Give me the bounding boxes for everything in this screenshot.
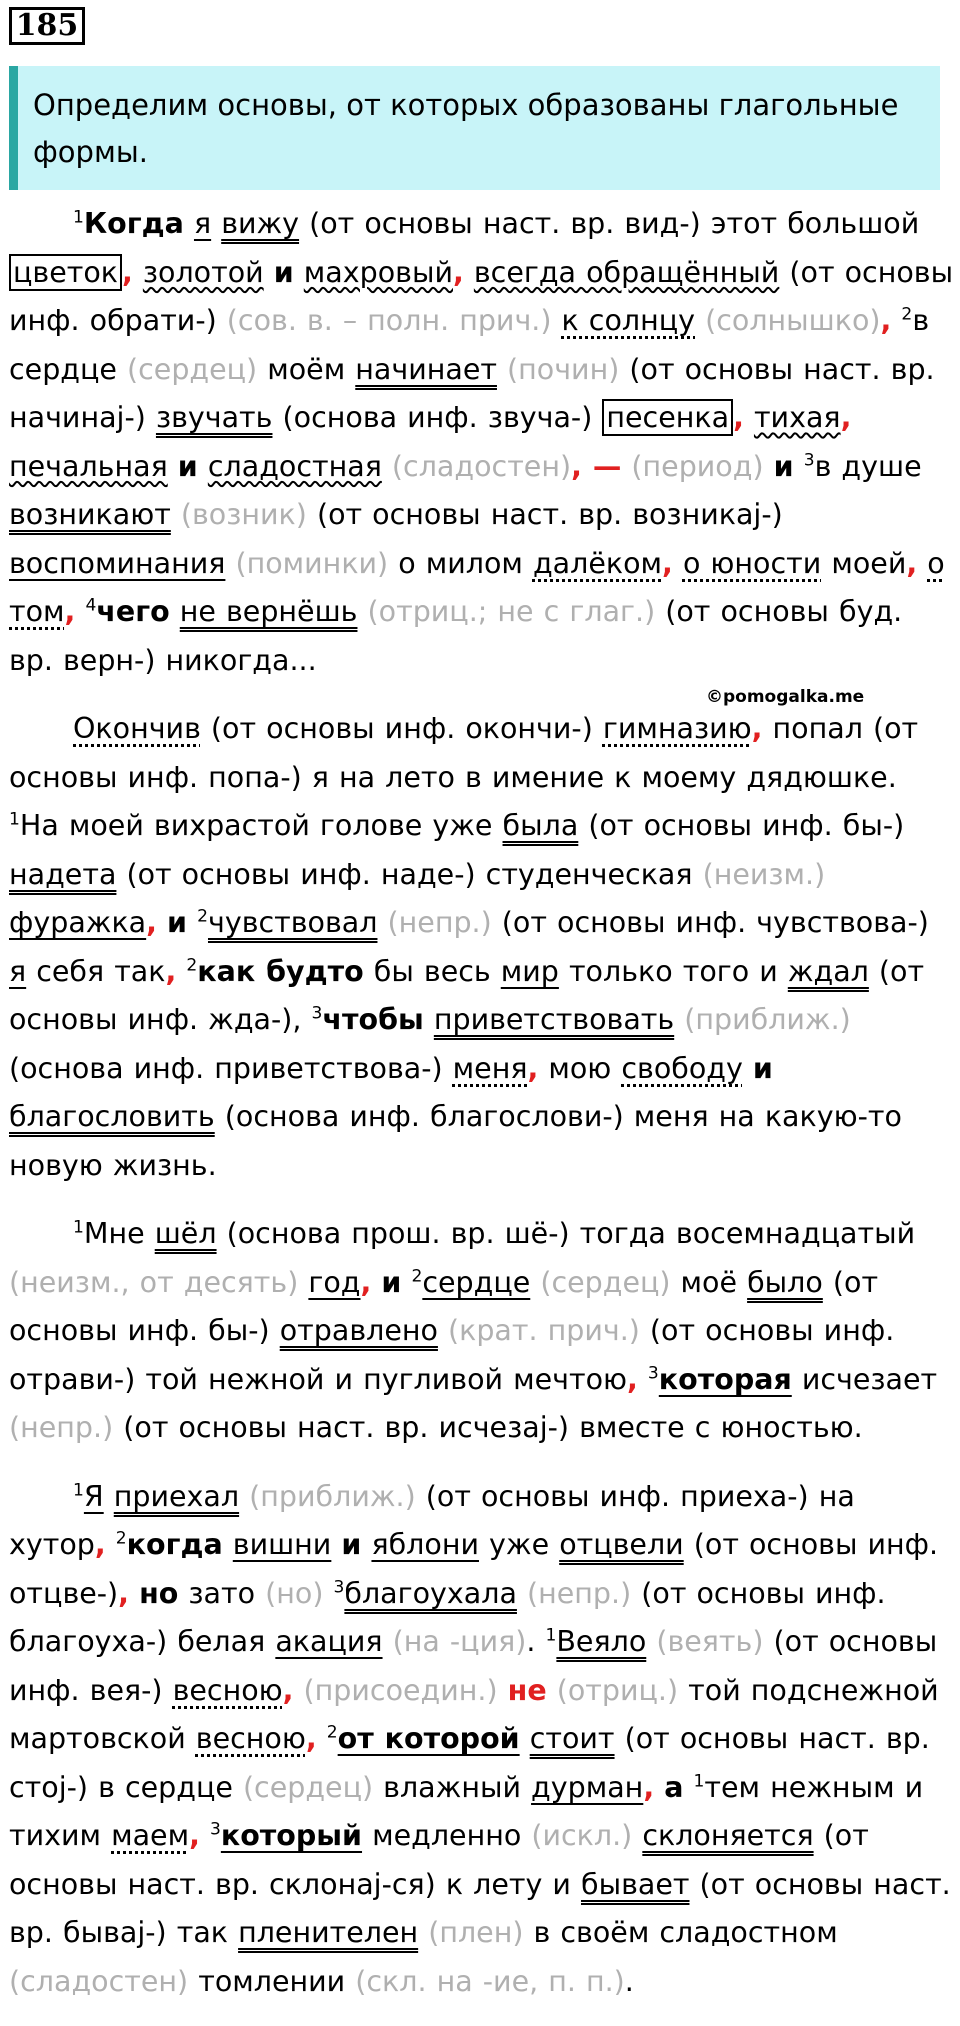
conjunction: и	[177, 449, 198, 483]
conjunction: и	[273, 255, 294, 289]
text-run: (от основы наст. вр. стој-) в сердце	[9, 1722, 930, 1804]
predicate: начинает	[355, 352, 497, 386]
text-run: (от основы наст. вр. начинај-)	[9, 352, 935, 434]
text-run: (от основы инф. жда-),	[9, 954, 925, 1036]
predicate: приехал	[113, 1479, 240, 1513]
punctuation-mark: ,	[118, 1576, 129, 1610]
text-run: себя так	[26, 954, 166, 988]
conjunction: и	[167, 906, 188, 939]
text-run: (от основы инф. приеха-) на хутор	[9, 1479, 855, 1561]
punctuation-mark: ,	[733, 401, 744, 434]
predicate: надета	[9, 857, 117, 891]
punctuation-mark: ,	[527, 1051, 539, 1085]
predicate: вижу	[221, 207, 300, 240]
text-run	[184, 207, 194, 240]
grammar-note: (неизм., от десять)	[9, 1265, 299, 1299]
punctuation-mark: ,	[305, 1722, 317, 1755]
boxed-word: песенка	[602, 399, 733, 436]
grammar-note: (присоедин.)	[303, 1673, 498, 1707]
text-run: (основа инф. благослови-) меня на какую-то новую жизнь.	[9, 1100, 902, 1182]
punctuation-mark: ,	[146, 906, 157, 939]
punctuation-mark: ,	[662, 546, 673, 580]
predicate: благоухала	[344, 1576, 517, 1610]
attribute: тихая	[753, 401, 841, 434]
grammar-note: (период)	[631, 449, 764, 483]
text-run	[654, 1771, 664, 1804]
text-run: моё	[670, 1265, 748, 1299]
text-run	[106, 1528, 116, 1561]
sentence-number: 1	[73, 1480, 84, 1500]
text-run	[517, 1577, 527, 1610]
text-run	[695, 304, 705, 337]
sentence-number: 2	[115, 1528, 127, 1549]
punctuation-mark: ,	[751, 712, 763, 745]
text-run	[187, 906, 197, 939]
grammar-note: (почин)	[507, 352, 620, 386]
predicate: пленителен	[238, 1916, 419, 1949]
grammar-note: (сердец)	[242, 1770, 374, 1804]
predicate: возникают	[9, 498, 171, 531]
grammar-note: (на -ция)	[392, 1625, 527, 1658]
text-run: (от основы наст. вр. исчезај-) вместе с юностью.	[113, 1411, 863, 1444]
object: весною	[195, 1722, 306, 1755]
text-run	[104, 1480, 114, 1513]
watermark: ©pomogalka.me	[706, 687, 865, 707]
attribute: махровый	[303, 255, 453, 289]
text-run: мою	[538, 1051, 622, 1085]
grammar-note: (но)	[265, 1576, 324, 1610]
paragraph-2	[9, 705, 954, 1190]
punctuation-mark: ,	[64, 595, 76, 628]
sentence-number: 2	[901, 304, 913, 325]
grammar-note: (плен)	[428, 1916, 524, 1949]
conjunction: а	[664, 1770, 684, 1804]
sentence-number: 3	[647, 1363, 659, 1383]
predicate: приветствовать	[433, 1003, 675, 1036]
sentence-number: 1	[9, 809, 20, 830]
predicate: ждал	[787, 954, 869, 988]
grammar-note: (непр.)	[9, 1411, 114, 1444]
text-run: (от основы наст. вр. склонај-ся) к лету и	[9, 1819, 869, 1901]
text-run	[674, 1003, 684, 1036]
predicate: звучать	[155, 401, 273, 434]
conjunction: чего	[96, 595, 170, 628]
text-run: о милом	[388, 546, 533, 580]
text-run: уже	[478, 1528, 560, 1561]
subject: мир	[500, 954, 559, 988]
punctuation-mark: , —	[571, 449, 622, 483]
text-run	[377, 906, 387, 939]
sentence-number: 2	[411, 1266, 423, 1286]
grammar-note: (солнышко)	[705, 304, 881, 337]
subject: воспоминания	[9, 546, 226, 580]
boxed-word: цветок	[9, 254, 122, 291]
grammar-note: (сладостен)	[9, 1964, 189, 1998]
grammar-note: (веять)	[656, 1625, 764, 1658]
sentence-number: 1	[73, 1217, 84, 1238]
punctuation-mark: ,	[906, 546, 918, 580]
punctuation-mark: ,	[452, 255, 464, 289]
text-run	[298, 1266, 308, 1299]
exercise-number: 185	[9, 7, 85, 45]
text-run	[294, 256, 304, 289]
subject: я	[9, 954, 27, 988]
subject: год	[308, 1265, 361, 1299]
conjunction: Когда	[83, 207, 184, 240]
punctuation-mark: ,	[643, 1770, 655, 1804]
text-run: (основа инф. приветствова-)	[9, 1051, 453, 1085]
sentence-number: 4	[85, 595, 97, 616]
sentence-number: 3	[311, 1003, 323, 1024]
text-run: (от основы инф. обрати-)	[9, 255, 954, 337]
text-run	[200, 1819, 210, 1852]
text-run	[794, 450, 804, 483]
sentence-number: 1	[693, 1771, 705, 1791]
grammar-note: (приближ.)	[684, 1003, 851, 1036]
punctuation-mark: не	[507, 1673, 547, 1707]
text-run: (от основы инф. окончи-)	[200, 712, 603, 745]
text-run: влажный	[373, 1770, 532, 1804]
text-run: На моей вихрастой голове уже	[19, 809, 503, 842]
text-run: (от основы инф. отрави-) той нежной и пугливой мечтою	[9, 1314, 895, 1396]
text-run	[744, 401, 754, 434]
text-run: (от основы инф. благоуха-) белая	[9, 1576, 886, 1658]
grammar-note: (отриц.)	[556, 1673, 679, 1707]
predicate: отцвели	[559, 1528, 684, 1561]
text-run	[198, 450, 208, 483]
attribute: печальная	[9, 449, 168, 483]
text-run	[551, 304, 561, 337]
sentence-number: 2	[197, 906, 208, 927]
sentence-number: 2	[186, 955, 198, 975]
punctuation-mark: ,	[627, 1362, 638, 1396]
predicate: бывает	[581, 1867, 690, 1901]
grammar-note: (сов. в. – полн. прич.)	[226, 304, 552, 337]
subject: фуражка	[9, 906, 147, 939]
grammar-note: (отриц.; не с глаг.)	[367, 595, 656, 628]
predicate: была	[502, 809, 579, 842]
text-run: (от основы инф. бы-)	[578, 809, 905, 842]
predicate: стоит	[529, 1722, 615, 1755]
punctuation-mark: ,	[165, 954, 177, 988]
object: весною	[172, 1673, 283, 1707]
text-run	[418, 1916, 428, 1949]
predicate: не вернёшь	[179, 595, 358, 628]
text-run	[382, 450, 392, 483]
object: к солнцу	[561, 304, 696, 337]
grammar-note: (крат. прич.)	[448, 1314, 640, 1347]
text-run	[638, 1363, 648, 1396]
text-run: (от основы буд. вр. верн-) никогда...	[9, 595, 903, 677]
subject: Я	[83, 1479, 104, 1513]
conjunction: и	[773, 449, 794, 483]
punctuation-mark: ,	[94, 1528, 106, 1561]
paragraph-4	[9, 1473, 954, 2007]
punctuation-mark: ,	[840, 401, 852, 434]
subject: я	[193, 207, 212, 240]
text-run: томлении	[188, 1964, 356, 1998]
text-run	[438, 1314, 448, 1347]
text-run	[891, 304, 901, 337]
punctuation-mark: ,	[880, 304, 892, 337]
text-run	[361, 1528, 371, 1561]
object: далёком	[532, 546, 663, 580]
conjunction: но	[139, 1576, 179, 1610]
exercise-text	[9, 200, 954, 2026]
punctuation-mark: ,	[282, 1673, 294, 1707]
text-run: исчезает	[791, 1362, 938, 1396]
text-run	[170, 595, 180, 628]
conjunction: чтобы	[322, 1003, 424, 1036]
text-run: (от основы инф. чувствова-)	[491, 906, 929, 939]
text-run: медленно	[362, 1819, 532, 1852]
paragraph-3	[9, 1210, 954, 1453]
object: Окончив	[73, 712, 201, 745]
subject: дурман	[531, 1770, 644, 1804]
text-run: (от основы инф. наде-) студенческая	[116, 857, 703, 891]
predicate: чувствовал	[207, 906, 378, 939]
text-run: (основа прош. вр. шё-) тогда восемнадцатый	[216, 1217, 916, 1250]
text-run	[211, 207, 221, 240]
grammar-note: (искл.)	[531, 1819, 633, 1852]
subject: сердце	[422, 1265, 531, 1299]
text-run: (основа инф. звуча-)	[272, 401, 603, 434]
text-run: той подснежной мартовской	[9, 1673, 939, 1755]
text-run: моей	[821, 546, 907, 580]
text-run	[317, 1722, 327, 1755]
sentence-number: 3	[803, 450, 815, 470]
subject: акация	[275, 1625, 383, 1658]
text-run	[646, 1625, 656, 1658]
object: гимназию	[602, 712, 752, 745]
text-run	[225, 547, 235, 580]
grammar-note: (непр.)	[387, 906, 492, 939]
text-run	[383, 1625, 393, 1658]
object: свободу	[621, 1051, 743, 1085]
text-run	[357, 595, 367, 628]
punctuation-mark: ,	[360, 1265, 372, 1299]
text-run: в своём сладостном	[523, 1916, 838, 1949]
grammar-note: (неизм.)	[702, 857, 826, 891]
text-run	[673, 547, 683, 580]
text-run: (от основы инф. вея-)	[9, 1625, 938, 1707]
task-banner: Определим основы, от которых образованы глагольные формы.	[9, 66, 940, 190]
text-run	[371, 1266, 381, 1299]
object: маем	[111, 1819, 190, 1852]
object: о юности	[682, 546, 822, 580]
text-run: (от основы наст. вр. возникај-)	[306, 498, 783, 531]
text-run: Мне	[83, 1217, 155, 1250]
sentence-number: 3	[209, 1819, 221, 1840]
text-run: только того и	[558, 954, 788, 988]
grammar-note: (сердец)	[540, 1265, 671, 1299]
text-run	[547, 1674, 557, 1707]
text-run	[264, 256, 274, 289]
predicate: Веяло	[556, 1625, 647, 1658]
subject: вишни	[232, 1528, 332, 1561]
text-run: моём	[257, 352, 356, 386]
text-run	[331, 1528, 341, 1561]
text-run: в душе	[814, 449, 922, 483]
text-run	[743, 1052, 753, 1085]
text-run	[530, 1266, 540, 1299]
conjunction: и	[381, 1265, 402, 1299]
text-run	[520, 1722, 530, 1755]
grammar-note: (непр.)	[527, 1576, 632, 1610]
text-run	[323, 1577, 333, 1610]
attribute: золотой	[142, 255, 264, 289]
grammar-note: (сладостен)	[391, 449, 572, 483]
attribute: всегда обращённый	[473, 255, 780, 289]
conjunction: когда	[126, 1528, 223, 1561]
subject: от которой	[337, 1722, 520, 1755]
text-run	[171, 498, 181, 531]
predicate: благословить	[9, 1100, 215, 1133]
text-run	[223, 1528, 233, 1561]
text-run	[497, 353, 507, 386]
text-run	[621, 450, 631, 483]
subject: который	[220, 1819, 363, 1852]
attribute: сладостная	[207, 449, 382, 483]
text-run	[464, 256, 474, 289]
paragraph-1	[9, 200, 954, 685]
predicate: шёл	[154, 1217, 217, 1250]
sentence-number: 1	[545, 1625, 557, 1646]
text-run: в сердце	[9, 304, 930, 386]
sentence-number: 2	[326, 1722, 338, 1743]
grammar-note: (сердец)	[127, 352, 258, 386]
grammar-note: (приближ.)	[249, 1479, 416, 1513]
text-run	[632, 1819, 642, 1852]
text-run: бы весь	[363, 954, 501, 988]
subject: которая	[658, 1362, 792, 1396]
predicate: склоняется	[642, 1819, 814, 1852]
sentence-number: 3	[333, 1577, 345, 1597]
text-run: (от основы наст. вр. вид-) этот большой	[299, 207, 920, 240]
punctuation-mark: ,	[189, 1819, 200, 1852]
text-run	[239, 1480, 249, 1513]
text-run	[683, 1771, 693, 1804]
text-run	[498, 1674, 508, 1707]
grammar-note: (скл. на -ие, п. п.)	[355, 1964, 625, 1998]
conjunction: и	[752, 1051, 773, 1085]
text-run	[401, 1266, 411, 1299]
text-run	[917, 547, 927, 580]
text-run: попал (от основы инф. попа-) я на лето в имение к моему дядюшке.	[9, 712, 919, 794]
text-run: (от основы наст. вр. бывај-) так	[9, 1867, 951, 1949]
object: о том	[9, 546, 945, 628]
text-run: зато	[178, 1576, 266, 1610]
subject: яблони	[371, 1528, 479, 1561]
text-run	[176, 955, 186, 988]
text-run: (от основы инф. бы-)	[9, 1265, 879, 1347]
text-run: .	[624, 1964, 634, 1998]
text-run	[75, 595, 85, 628]
text-run	[133, 256, 143, 289]
conjunction: и	[341, 1528, 362, 1561]
text-run: (от основы инф. отцве-)	[9, 1528, 939, 1610]
text-run: .	[526, 1625, 546, 1658]
conjunction: как будто	[197, 954, 364, 988]
text-run	[168, 450, 178, 483]
text-run	[129, 1577, 139, 1610]
object: меня	[452, 1051, 528, 1085]
text-run	[157, 906, 167, 939]
sentence-number: 1	[73, 207, 84, 228]
text-run	[293, 1674, 303, 1707]
punctuation-mark: ,	[121, 255, 133, 289]
text-run: тем нежным и тихим	[9, 1770, 924, 1852]
predicate: было	[747, 1265, 823, 1299]
text-run	[424, 1003, 434, 1036]
grammar-note: (возник)	[180, 498, 307, 531]
grammar-note: (поминки)	[235, 546, 389, 580]
predicate: отравлено	[279, 1314, 438, 1347]
text-run	[764, 450, 774, 483]
